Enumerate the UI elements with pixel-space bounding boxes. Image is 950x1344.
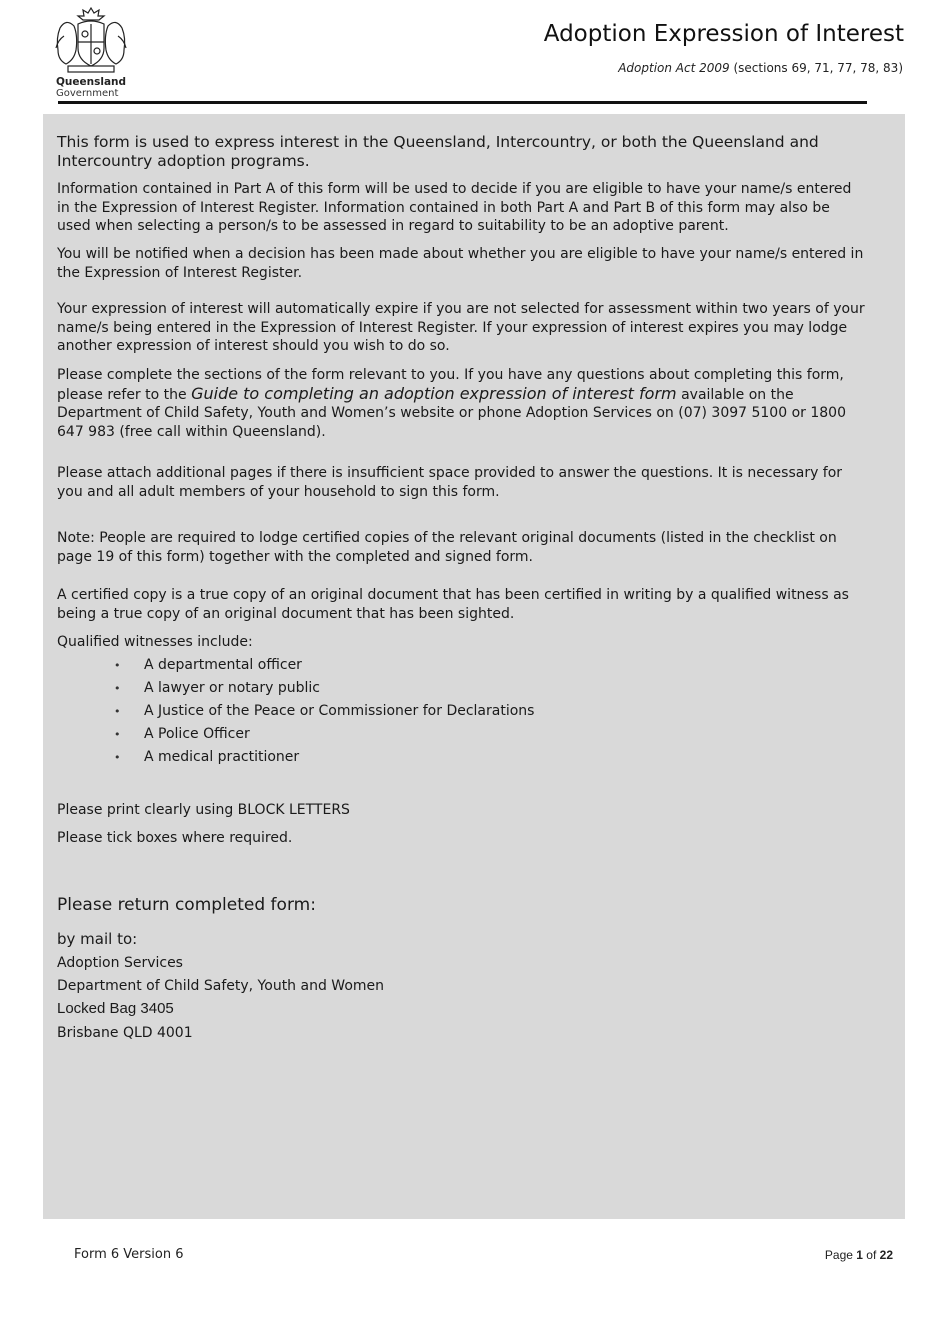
current-page: 1	[856, 1248, 863, 1262]
list-item: • A medical practitioner	[57, 746, 657, 769]
bullet-icon: •	[114, 659, 121, 672]
logo-wordmark: Queensland	[56, 76, 127, 88]
form-version: Form 6 Version 6	[74, 1247, 184, 1262]
bullet-icon: •	[114, 682, 121, 695]
return-heading: Please return completed form:	[57, 895, 316, 915]
tick-boxes-instruction: Please tick boxes where required.	[57, 830, 293, 846]
list-item: • A Justice of the Peace or Commissioner for Declarations	[57, 700, 657, 723]
intro-paragraph-expiry: Your expression of interest will automatically expire if you are not selected for assessment within two years of your name/s being entered in the Expression of Interest Register. If your expression of interest expires you may lodge another expression of interest should you wish to do so.	[57, 301, 865, 354]
intro-note: Note: People are required to lodge certified copies of the relevant original documents (listed in the checklist on page 19 of this form) together with the completed and signed form.	[57, 530, 837, 565]
instructions-text-a: Please complete the sections of the form relevant to you. If you have any questions about completing this form, please refer to the	[57, 367, 844, 403]
header-divider	[58, 101, 867, 104]
intro-paragraph-instructions	[57, 366, 865, 441]
address-line-4: Brisbane QLD 4001	[57, 1025, 193, 1041]
certified-copy-definition: A certified copy is a true copy of an original document that has been certified in writing by a qualified witness as being a true copy of an original document that has been sighted.	[57, 587, 849, 622]
witnesses-label: Qualified witnesses include:	[57, 634, 253, 650]
instructions-text-b: available on the Department of Child Safety, Youth and Women’s website or phone Adoption Services on (07) 3097 5100 or 1800 647 983 (free call within Queensland).	[57, 386, 846, 440]
print-clearly-instruction: Please print clearly using BLOCK LETTERS	[57, 802, 350, 818]
guide-title: Guide to completing an adoption expression of interest form	[191, 383, 677, 403]
act-reference	[618, 61, 903, 75]
bullet-icon: •	[114, 751, 121, 764]
act-name: Adoption Act 2009	[618, 61, 730, 75]
address-line-2: Department of Child Safety, Youth and Women	[57, 978, 385, 994]
document-title: Adoption Expression of Interest	[543, 21, 904, 47]
address-line-3: Locked Bag 3405	[57, 1000, 174, 1017]
witnesses-list	[57, 654, 657, 769]
logo-subtitle: Government	[56, 88, 119, 99]
intro-paragraph-eligibility: Information contained in Part A of this form will be used to decide if you are eligible to have your name/s entered in the Expression of Interest Register. Information contained in both Part A and Part B of this form may also be used when selecting a person/s to be assessed in regard to suitability to be an adoptive parent.	[57, 181, 852, 234]
intro-paragraph-attachments: Please attach additional pages if there is insufficient space provided to answer the questions. It is necessary for you and all adult members of your household to sign this form.	[57, 465, 843, 500]
list-item: • A Police Officer	[57, 723, 657, 746]
bullet-icon: •	[114, 705, 121, 718]
total-pages: 22	[879, 1248, 893, 1262]
page-number: Page 1 of 22	[824, 1248, 893, 1262]
intro-paragraph-notification: You will be notified when a decision has been made about whether you are eligible to have your name/s entered in the Expression of Interest Register.	[57, 246, 864, 281]
intro-lead: This form is used to express interest in the Queensland, Intercountry, or both the Queensland and Intercountry adoption programs.	[57, 133, 819, 170]
list-item: • A departmental officer	[57, 654, 657, 677]
by-mail-label: by mail to:	[57, 930, 138, 948]
act-sections: (sections 69, 71, 77, 78, 83)	[729, 61, 903, 75]
list-item: • A lawyer or notary public	[57, 677, 657, 700]
bullet-icon: •	[114, 728, 121, 741]
coat-of-arms-icon	[50, 6, 132, 78]
address-line-1: Adoption Services	[57, 955, 183, 971]
